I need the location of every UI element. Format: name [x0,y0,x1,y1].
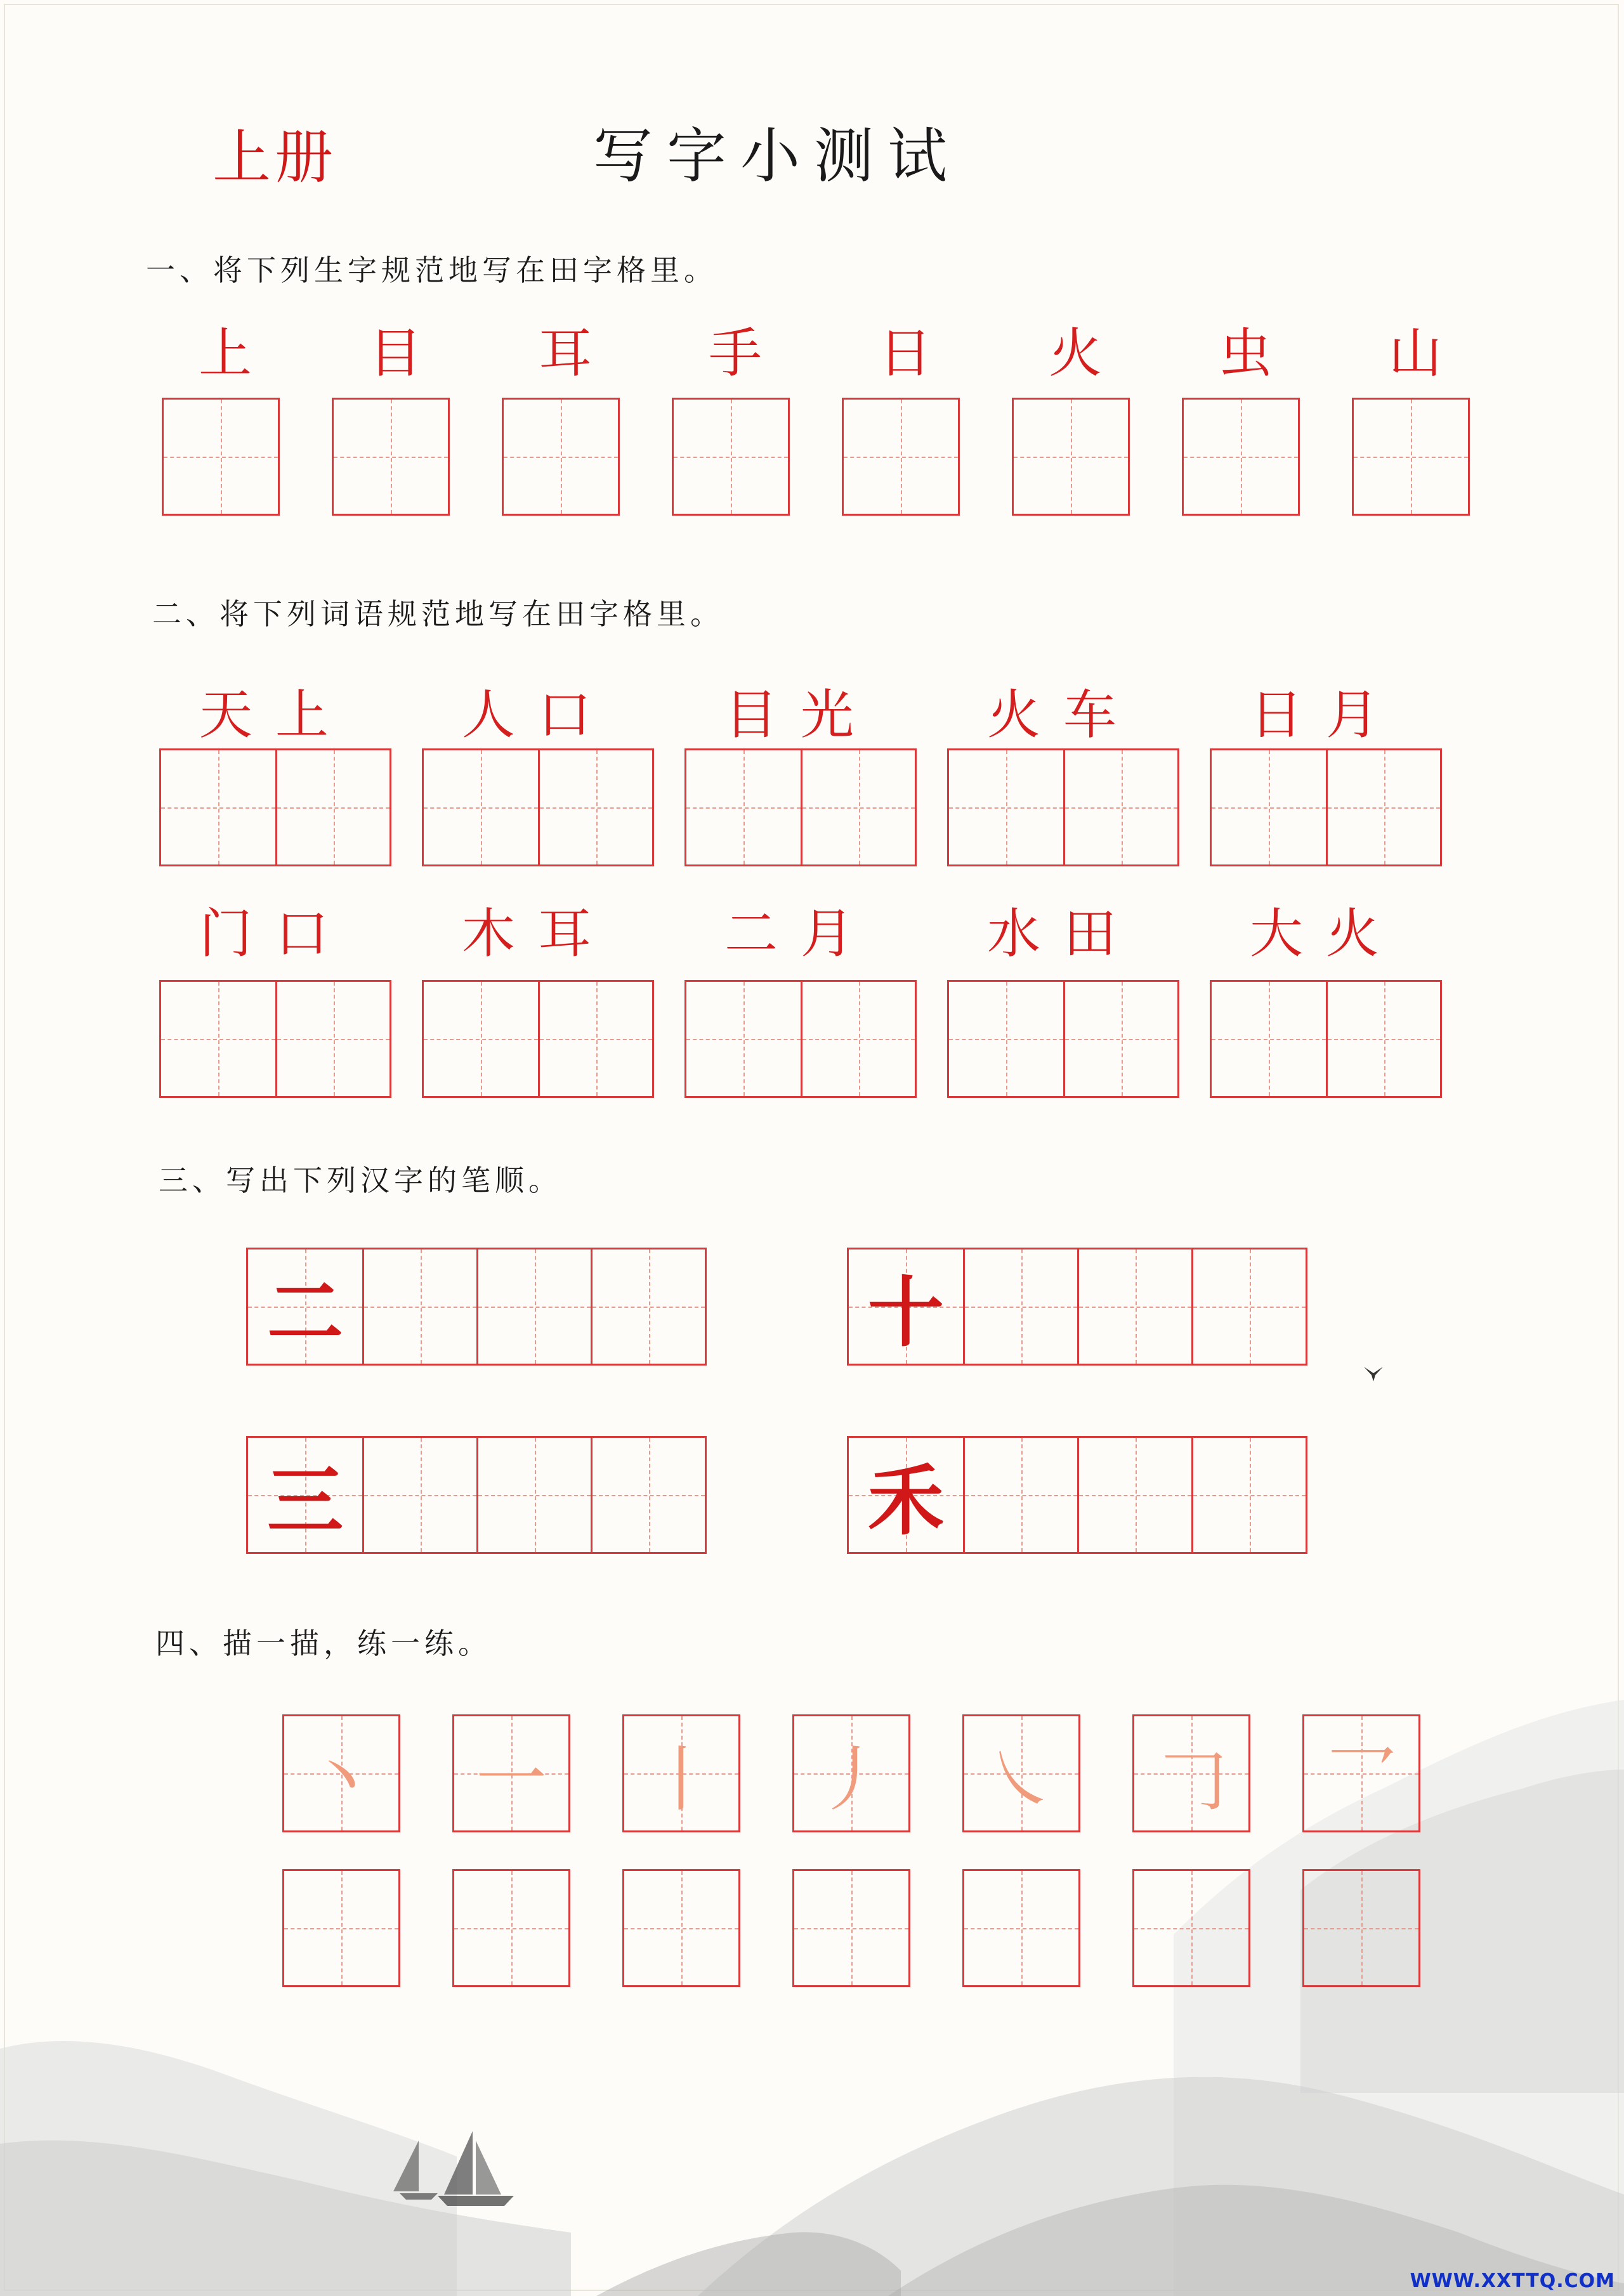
trace-box[interactable] [962,1714,1080,1832]
practice-box[interactable] [282,1869,400,1987]
tianzige-box[interactable] [332,398,450,516]
tianzige-box[interactable] [1182,398,1300,516]
section2-word: 火车 [986,684,1139,746]
tianzige-box[interactable] [842,398,960,516]
trace-box[interactable] [792,1714,910,1832]
trace-box[interactable] [1302,1714,1420,1832]
tianzige-pair[interactable] [422,980,654,1098]
section2-word: 门口 [199,903,351,965]
trace-stroke: ㇏ [986,1738,1057,1821]
stroke-order-char: 十 [868,1268,944,1357]
section1-char: 山 [1388,322,1442,384]
practice-box[interactable] [1132,1869,1250,1987]
section1-char: 耳 [538,322,592,384]
stroke-order-row[interactable] [246,1436,707,1554]
practice-box[interactable] [1302,1869,1420,1987]
tianzige-box[interactable] [502,398,620,516]
page-title: 写字小测试 [593,122,962,191]
trace-box[interactable] [622,1714,740,1832]
trace-stroke: 丶 [306,1738,377,1821]
tianzige-pair[interactable] [159,980,391,1098]
stroke-order-char: 二 [267,1268,343,1357]
section1-title: 一、将下列生字规范地写在田字格里。 [146,253,717,287]
practice-box[interactable] [452,1869,570,1987]
section2-word: 日月 [1249,684,1402,746]
section3-title: 三、写出下列汉字的笔顺。 [159,1163,562,1197]
site-watermark: WWW.XXTTQ.COM [1410,2270,1615,2292]
tianzige-box[interactable] [1352,398,1470,516]
stroke-order-row[interactable] [847,1248,1307,1366]
stroke-order-char: 三 [267,1456,343,1546]
trace-stroke: 一 [476,1738,547,1821]
tianzige-box[interactable] [162,398,280,516]
practice-box[interactable] [792,1869,910,1987]
tianzige-pair[interactable] [159,748,391,866]
section2-word: 天上 [199,684,351,746]
section1-char: 手 [708,322,762,384]
section2-word: 目光 [724,684,877,746]
tianzige-box[interactable] [672,398,790,516]
section2-word: 人口 [461,684,614,746]
tianzige-pair[interactable] [422,748,654,866]
section2-word: 大火 [1249,903,1402,965]
section1-char: 上 [198,322,252,384]
tianzige-pair[interactable] [1210,748,1442,866]
section2-word: 水田 [986,903,1139,965]
trace-stroke: 丨 [646,1738,717,1821]
section2-title: 二、将下列词语规范地写在田字格里。 [152,597,724,631]
tianzige-pair[interactable] [684,748,917,866]
tianzige-pair[interactable] [1210,980,1442,1098]
bird-icon [1364,1367,1383,1381]
practice-box[interactable] [622,1869,740,1987]
section2-word: 二月 [724,903,877,965]
practice-box[interactable] [962,1869,1080,1987]
tianzige-pair[interactable] [947,748,1179,866]
section2-word: 木耳 [461,903,614,965]
stroke-order-row[interactable] [246,1248,707,1366]
trace-stroke: 乛 [1326,1738,1397,1821]
trace-stroke: 丿 [816,1738,887,1821]
section1-char: 虫 [1218,322,1272,384]
volume-label: 上册 [213,124,337,192]
section1-char: 日 [878,322,932,384]
section4-title: 四、描一描，练一练。 [155,1626,492,1660]
trace-stroke: 𠃌 [1156,1738,1227,1821]
section1-char: 目 [368,322,422,384]
tianzige-pair[interactable] [684,980,917,1098]
stroke-order-row[interactable] [847,1436,1307,1554]
section1-char: 火 [1048,322,1102,384]
trace-box[interactable] [1132,1714,1250,1832]
trace-box[interactable] [282,1714,400,1832]
trace-box[interactable] [452,1714,570,1832]
tianzige-box[interactable] [1012,398,1130,516]
tianzige-pair[interactable] [947,980,1179,1098]
stroke-order-char: 禾 [868,1456,944,1546]
